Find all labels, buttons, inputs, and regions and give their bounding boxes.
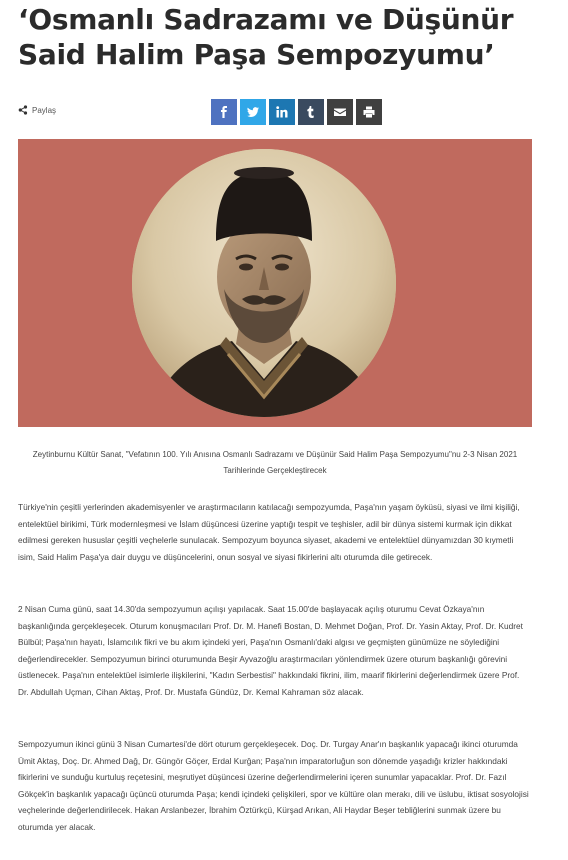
article-title: ‘Osmanlı Sadrazamı ve Düşünür Said Halim Paşa Sempozyumu’ bbox=[18, 3, 514, 71]
email-share-button[interactable] bbox=[327, 99, 353, 125]
portrait-of-said-halim-pasa bbox=[132, 149, 396, 417]
article-paragraph: Türkiye'nin çeşitli yerlerinden akademisyenler ve araştırmacıların katılacağı sempozyumda, Paşa'nın yaşam öyküsü, siyasi ve ilmi kişiliği, entelektüel birikimi, Türk modernleşmesi ve İslam düşüncesi üzerine yaptığı tespit ve teşhisler, adil bir dünya sistemi kurmak için dikkat edilmesi gereken hususlar çeşitli veçhelerle sunulacak. Sempozyum boyunca siyaset, akademi ve entelektüel dünyamızdan 30 kıymetli isim, Said Halim Paşa'ya dair duygu ve düşüncelerini, onun sosyal ve siyasi fikirlerini altı oturumda dile getirecek. bbox=[18, 502, 520, 562]
tumblr-share-button[interactable] bbox=[298, 99, 324, 125]
portrait-illustration bbox=[132, 149, 396, 417]
linkedin-icon bbox=[276, 106, 288, 118]
share-buttons bbox=[211, 99, 382, 125]
twitter-icon bbox=[247, 106, 259, 118]
print-button[interactable] bbox=[356, 99, 382, 125]
share-bar bbox=[18, 99, 548, 125]
facebook-icon bbox=[218, 106, 230, 118]
linkedin-share-button[interactable] bbox=[269, 99, 295, 125]
facebook-share-button[interactable] bbox=[211, 99, 237, 125]
article-paragraph: Sempozyumun ikinci günü 3 Nisan Cumartesi'de dört oturum gerçekleşecek. Doç. Dr. Turgay Anar'ın başkanlık yapacağı ikinci oturumda Ümit Aktaş, Doç. Dr. Ahmed Dağ, Dr. Güngör Göçer, Erdal Kurğan; Paşa'nın imparatorluğun son dönemde yaşadığı krizler hakkındaki fikirlerini ve sunduğu kurtuluş reçetesini, meşrutiyet düşüncesi üzerine değerlendirmelerini içeren sunumlar yapacaklar. Prof. Dr. Fazıl Gökçek'in başkanlık yapacağı üçüncü oturumda Paşa; kendi içindeki çelişkileri, spor ve kültüre olan merakı, dili ve üslubu, iktisat sosyolojisi veçhelerinde değerlendirilecek. Hakan Arslanbezer, İbrahim Öztürkçü, Kürşad Arıkan, Ali Haydar Beşer tebliğlerini sunmak üzere bu oturumda yer alacak. bbox=[18, 739, 529, 832]
twitter-share-button[interactable] bbox=[240, 99, 266, 125]
share-icon bbox=[18, 105, 28, 115]
envelope-icon bbox=[334, 106, 346, 118]
share-label-text: Paylaş bbox=[32, 105, 57, 115]
share-label[interactable] bbox=[18, 105, 56, 115]
image-caption: Zeytinburnu Kültür Sanat, "Vefatının 100. Yılı Anısına Osmanlı Sadrazamı ve Düşünür Said Halim Paşa Sempozyumu"nu 2-3 Nisan 2021 Tarihlerinde Gerçekleştirecek bbox=[32, 450, 518, 475]
tumblr-icon bbox=[305, 106, 317, 118]
hero-image bbox=[18, 139, 532, 427]
article-paragraph: 2 Nisan Cuma günü, saat 14.30'da sempozyumun açılışı yapılacak. Saat 15.00'de başlayacak açılış oturumu Cevat Özkaya'nın başkanlığında gerçekleşecek. Oturum konuşmacıları Prof. Dr. M. Hanefi Bostan, D. Mehmet Doğan, Prof. Dr. Yasin Aktay, Prof. Dr. Kudret Bülbül; Paşa'nın hayatı, İslamcılık fikri ve bu akım içindeki yeri, Paşa'nın Osmanlı'daki algısı ve geçmişten günümüze ne söylediğini değerlendirecekler. Sempozyumun birinci oturumunda Beşir Ayvazoğlu araştırmacıları yönlendirmek üzere oturum başkanlığı görevini üstlenecek. Paşa'nın entelektüel isimlerle ilişkilerini, "Kadın Serbestisi" hakkındaki fikrini, ilim, maarif fikirlerini değerlendirmek üzere Prof. Dr. Abdullah Uçman, Cihan Aktaş, Prof. Dr. Mustafa Gündüz, Dr. Kemal Kahraman söz alacak. bbox=[18, 604, 523, 697]
printer-icon bbox=[363, 106, 375, 118]
